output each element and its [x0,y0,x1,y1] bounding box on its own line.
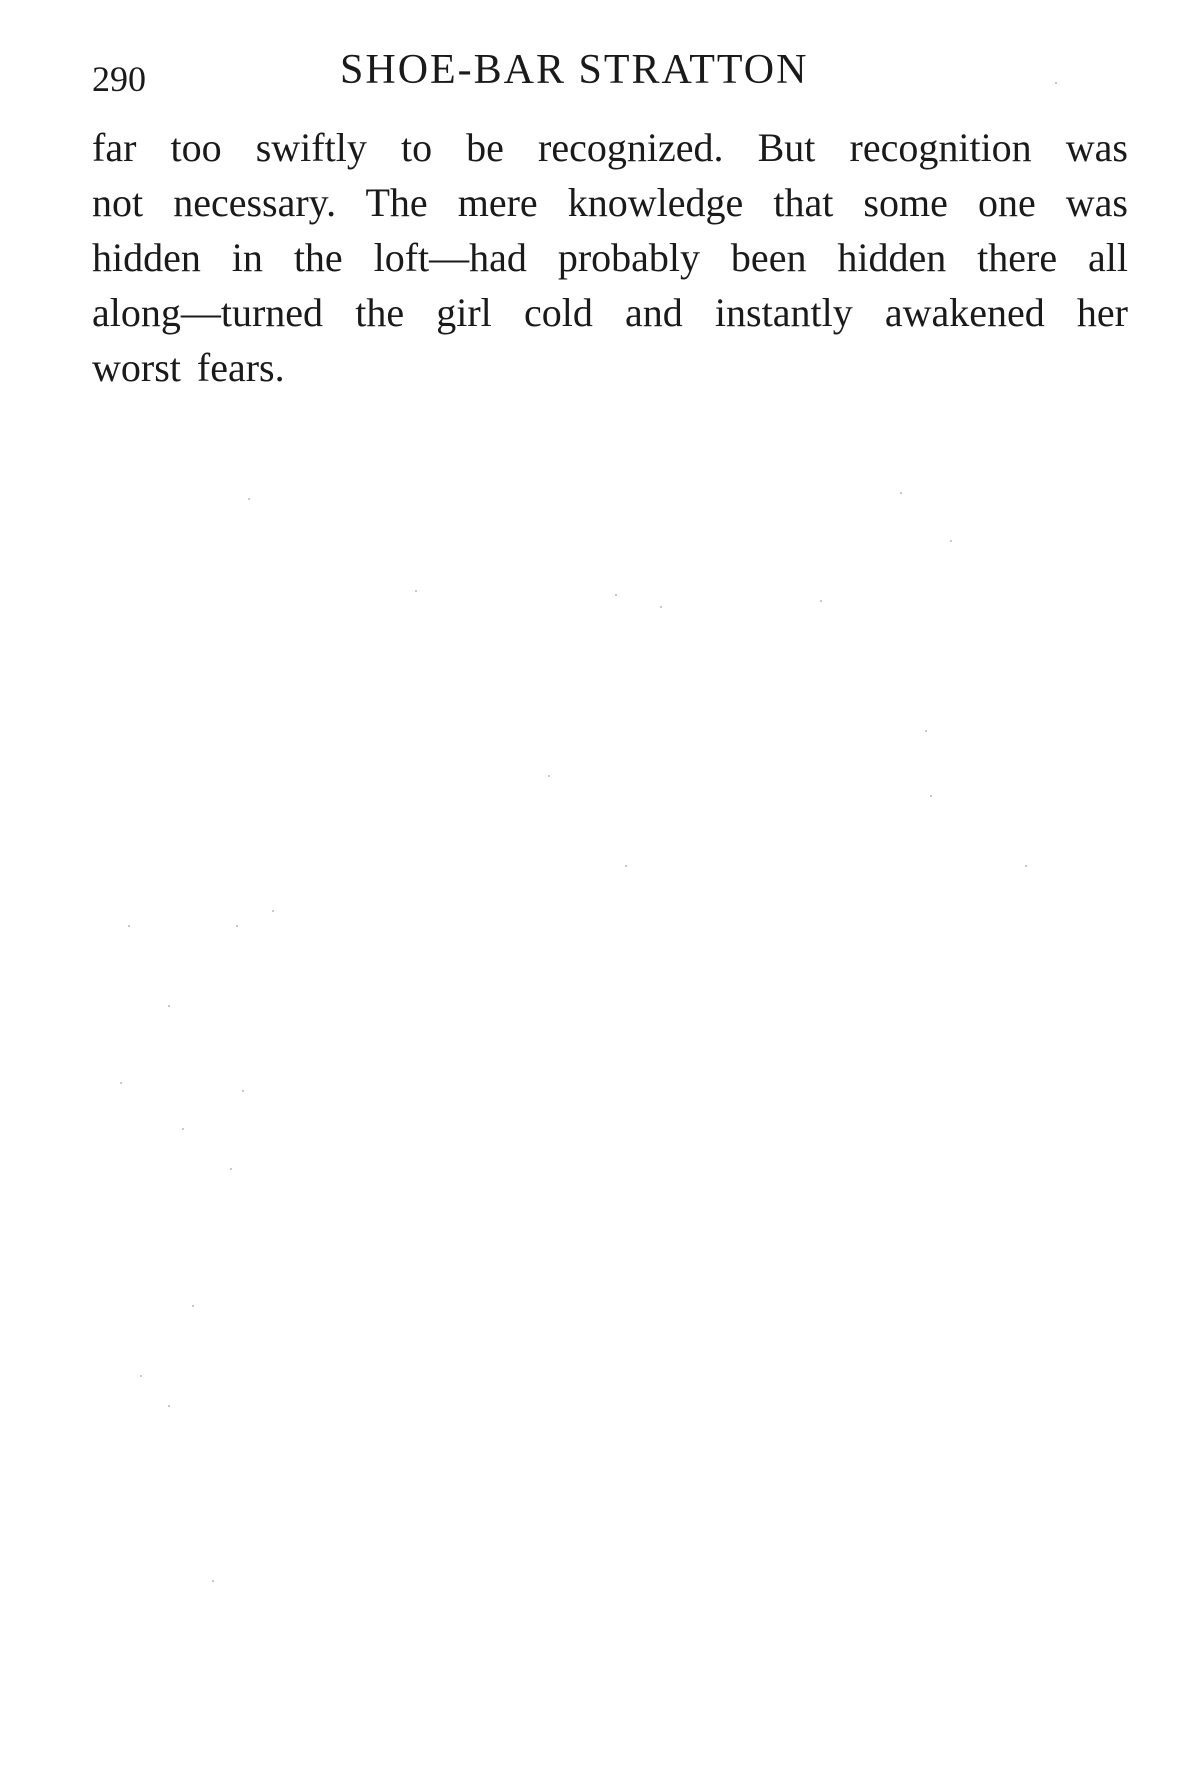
scan-speck [236,925,238,927]
scan-speck [182,1128,184,1130]
scan-speck [120,1082,122,1084]
text-line: hidden in the loft—had probably been hidden there all [92,235,1128,280]
scan-speck [212,1580,214,1582]
scan-speck [1055,82,1057,84]
text-line: worst fears. [92,345,285,390]
scan-speck [900,492,902,494]
scan-speck [140,1375,142,1377]
running-title: SHOE-BAR STRATTON [340,47,809,93]
scan-speck [660,606,662,608]
scan-speck [128,925,130,927]
scan-speck [415,590,417,592]
scan-speck [548,775,550,777]
scan-speck [230,1168,232,1170]
page-number: 290 [92,59,146,99]
page-header [92,46,1132,106]
scan-speck [930,795,932,797]
scan-speck [820,600,822,602]
scan-speck [192,1305,194,1307]
scan-speck [950,540,952,542]
scan-speck [925,730,927,732]
text-line: far too swiftly to be recognized. But recognition was [92,125,1128,170]
scan-speck [168,1405,170,1407]
scan-speck [615,594,617,596]
scan-speck [248,498,250,500]
text-line: along—turned the girl cold and instantly awakened her [92,290,1128,335]
scan-speck [1025,865,1027,867]
text-line: not necessary. The mere knowledge that some one was [92,180,1128,225]
scan-speck [168,1005,170,1007]
scan-speck [272,910,274,912]
scan-speck [242,1090,244,1092]
scan-speck [625,865,627,867]
body-paragraph [92,120,1128,395]
